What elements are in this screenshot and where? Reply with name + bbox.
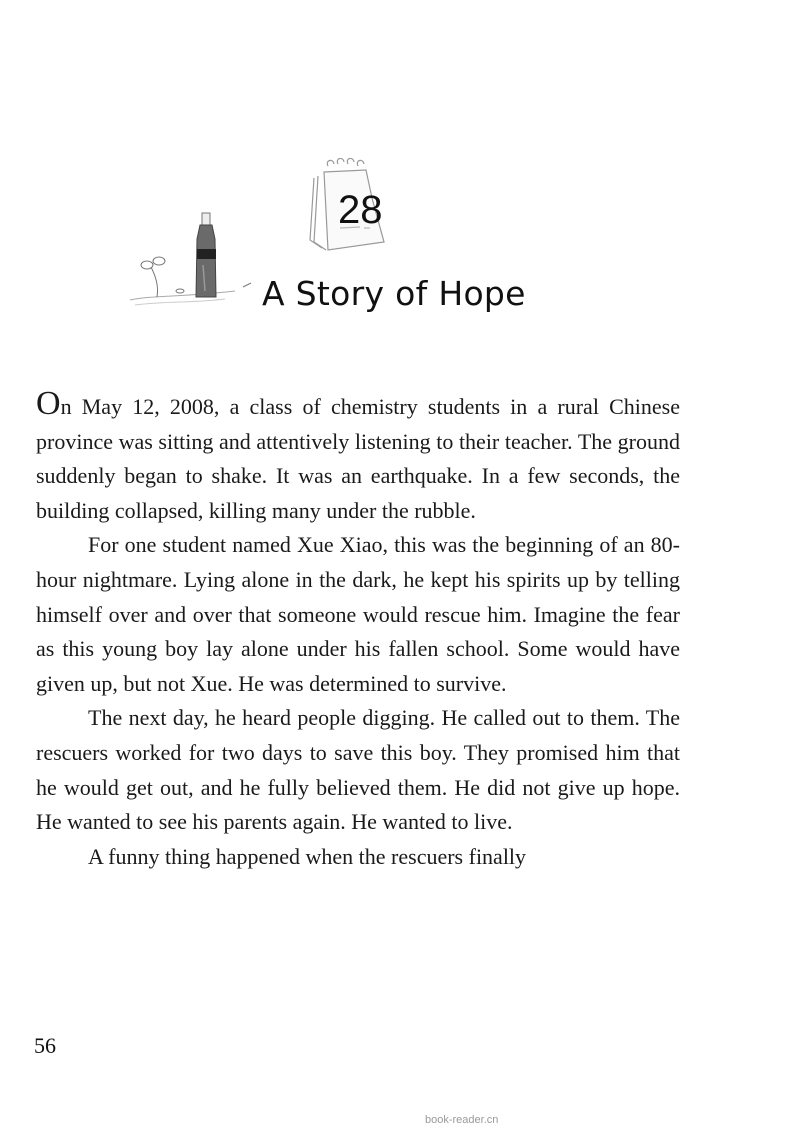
sprout-bottle-illustration: [125, 205, 260, 315]
paragraph: For one student named Xue Xiao, this was the beginning of an 80-hour nightmare. Lying alone in the dark, he kept his spirits up by telling himself over and over that someone would rescue him. Imagine the fear as this young boy lay alone under his fallen school. Some would have given up, but not Xue. He was determined to survive.: [36, 532, 680, 696]
paragraph: A funny thing happened when the rescuers finally: [88, 843, 527, 869]
body-text: [36, 387, 680, 874]
paragraph-text: n May 12, 2008, a class of chemistry students in a rural Chinese province was sitting and attentively listening to their teacher. The ground suddenly began to shake. It was an earthquake. In a few seconds, the building collapsed, killing many under the rubble.: [36, 394, 680, 523]
chapter-title: A Story of Hope: [262, 274, 526, 313]
paragraph: The next day, he heard people digging. He called out to them. The rescuers worked for two days to save this boy. They promised him that he would get out, and he fully believed them. He did not give up hope. He wanted to see his parents again. He wanted to live.: [36, 705, 680, 835]
paragraph: [36, 387, 680, 528]
drop-cap: O: [36, 385, 61, 422]
chapter-number: 28: [338, 188, 383, 232]
page-number: 56: [34, 1033, 56, 1058]
watermark: book-reader.cn: [425, 1114, 499, 1126]
